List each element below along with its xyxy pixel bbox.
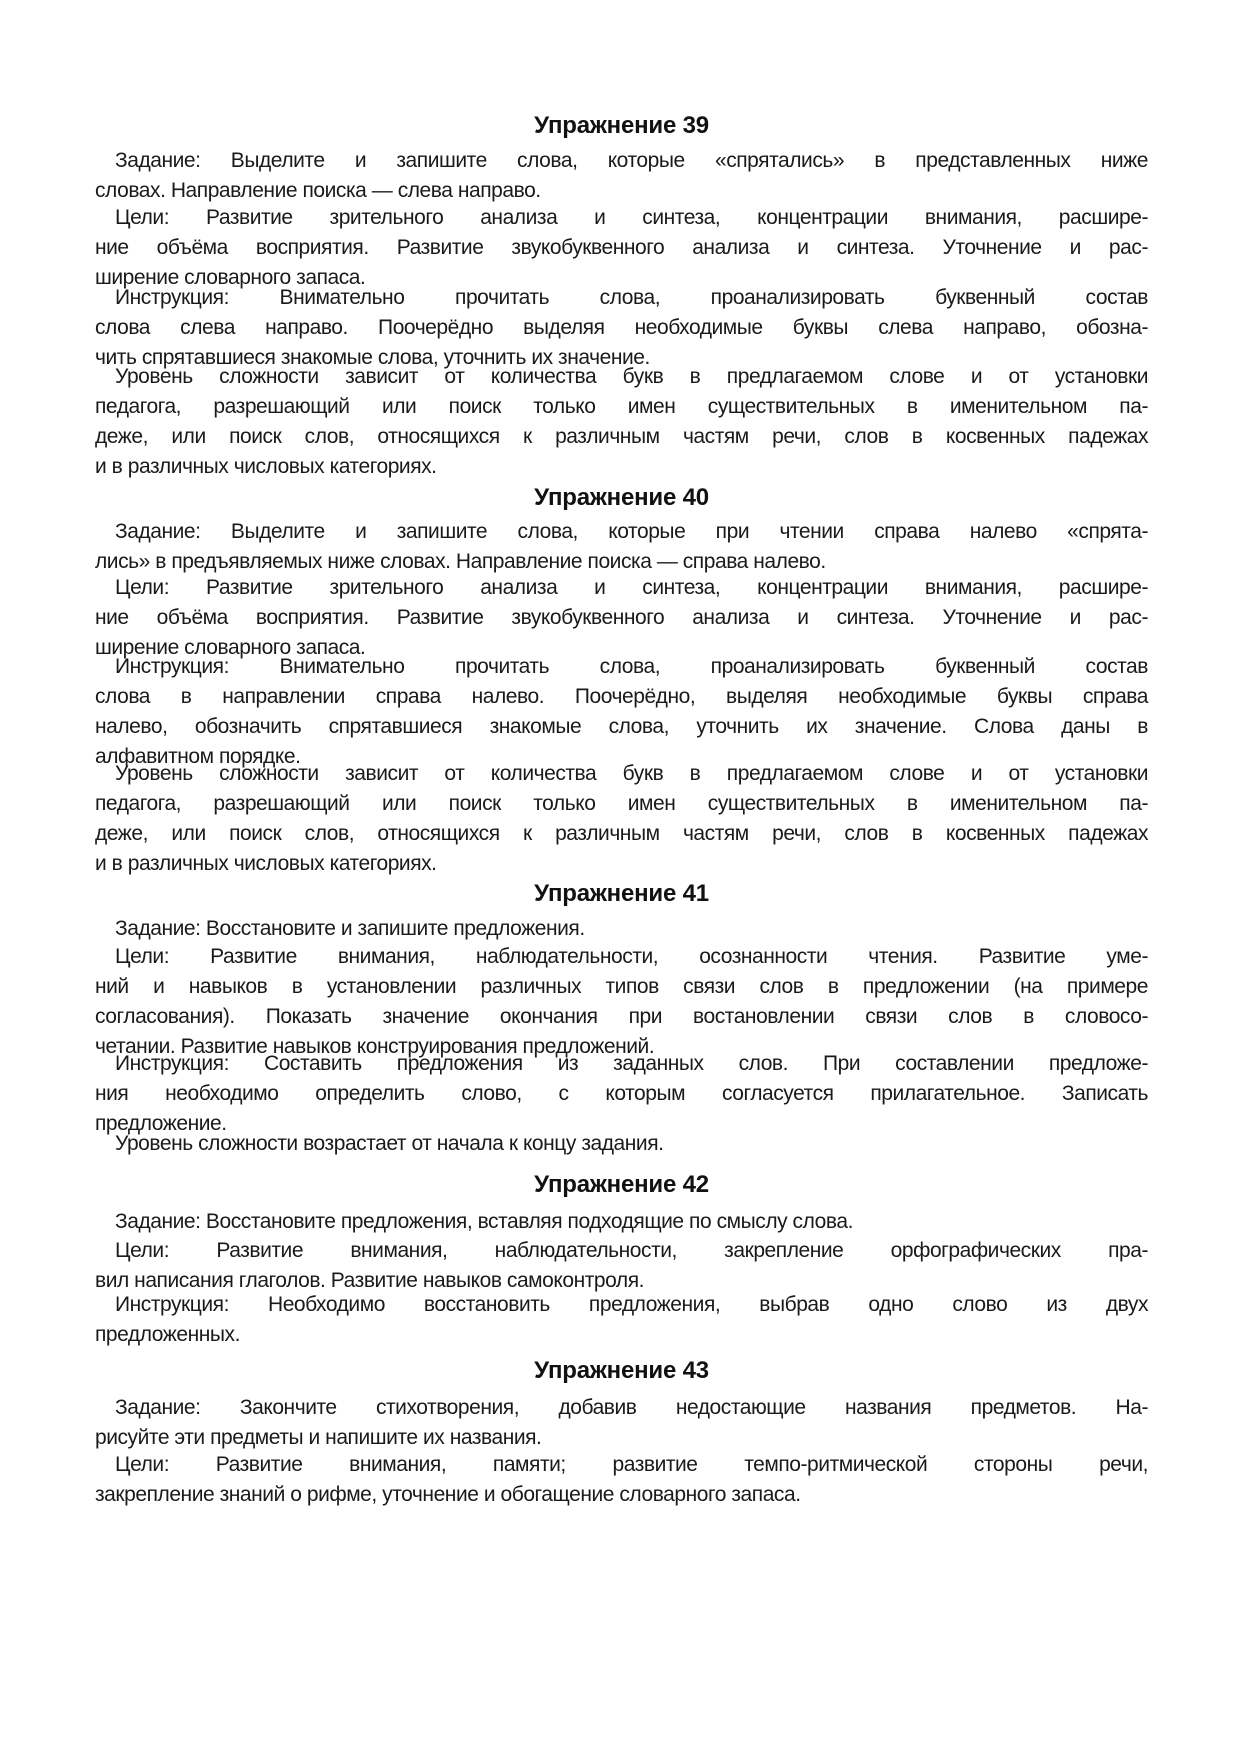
task-label: Задание:: [115, 917, 201, 940]
exercise-39-title: Упражнение 39: [534, 112, 709, 139]
exercise-41-task: Задание: Восстановите и запишите предложения.: [115, 917, 585, 940]
exercise-41-difficulty: Уровень сложности возрастает от начала к концу задания.: [115, 1132, 664, 1155]
exercise-42-task: Задание: Восстановите предложения, вставляя подходящие по смыслу слова.: [115, 1210, 853, 1233]
exercise-39-task: Задание: Выделите и запишите слова, которые «спрятались» в представленных ниже словах. Направление поиска — слева направо.: [95, 149, 1148, 202]
goals-label: Цели:: [115, 945, 170, 968]
instruction-label: Инструкция:: [115, 286, 229, 309]
exercise-42-goals: Цели: Развитие внимания, наблюдательности, закрепление орфографических пра- вил написания глаголов. Развитие навыков самоконтроля.: [95, 1239, 1148, 1292]
exercise-39-instruction: Инструкция: Внимательно прочитать слова, проанализировать буквенный состав слова слева направо. Поочерёдно выделяя необходимые буквы слева направо, обозна- чить спрятавшиеся знакомые слова, уточнить их значение.: [95, 286, 1148, 369]
exercise-41-instruction: Инструкция: Составить предложения из заданных слов. При составлении предложе- ния необходимо определить слово, с которым согласуется прилагательное. Записать предложение.: [95, 1052, 1148, 1135]
exercise-41-goals: Цели: Развитие внимания, наблюдательности, осознанности чтения. Развитие уме- ний и навыков в установлении различных типов связи слов в предложении (на примере согласования). Показать значение окончания при востановлении связи слов в словосо- четании. Развитие навыков конструирования предложений.: [95, 945, 1148, 1058]
exercise-43-title: Упражнение 43: [534, 1357, 709, 1384]
exercise-40-instruction: Инструкция: Внимательно прочитать слова, проанализировать буквенный состав слова в направлении справа налево. Поочерёдно, выделяя необходимые буквы справа налево, обозначить спрятавшиеся знакомые слова, уточнить их значение. Слова даны в алфавитном порядке.: [95, 655, 1148, 768]
goals-label: Цели:: [115, 576, 170, 599]
exercise-39-difficulty: Уровень сложности зависит от количества букв в предлагаемом слове и от установки педагога, разрешающий или поиск только имен существительных в именительном па- деже, или поиск слов, относящихся к различным частям речи, слов в косвенных падежах и в различных числовых категориях.: [95, 365, 1148, 478]
task-label: Задание:: [115, 1210, 201, 1233]
instruction-label: Инструкция:: [115, 1293, 229, 1316]
exercise-40-title: Упражнение 40: [534, 484, 709, 511]
exercise-43-goals: Цели: Развитие внимания, памяти; развитие темпо-ритмической стороны речи, закрепление знаний о рифме, уточнение и обогащение словарного запаса.: [95, 1453, 1148, 1506]
task-label: Задание:: [115, 1396, 201, 1419]
exercise-43-task: Задание: Закончите стихотворения, добавив недостающие названия предметов. На- рисуйте эти предметы и напишите их названия.: [95, 1396, 1148, 1449]
exercise-41-title: Упражнение 41: [534, 880, 709, 907]
exercise-40-difficulty: Уровень сложности зависит от количества букв в предлагаемом слове и от установки педагога, разрешающий или поиск только имен существительных в именительном па- деже, или поиск слов, относящихся к различным частям речи, слов в косвенных падежах и в различных числовых категориях.: [95, 762, 1148, 875]
task-label: Задание:: [115, 149, 201, 172]
exercise-40-task: Задание: Выделите и запишите слова, которые при чтении справа налево «спрята- лись» в предъявляемых ниже словах. Направление поиска — справа налево.: [95, 520, 1148, 573]
goals-label: Цели:: [115, 1453, 170, 1476]
goals-label: Цели:: [115, 206, 170, 229]
instruction-label: Инструкция:: [115, 655, 229, 678]
exercise-42-instruction: Инструкция: Необходимо восстановить предложения, выбрав одно слово из двух предложенных.: [95, 1293, 1148, 1346]
goals-label: Цели:: [115, 1239, 170, 1262]
instruction-label: Инструкция:: [115, 1052, 229, 1075]
exercise-42-title: Упражнение 42: [534, 1171, 709, 1198]
task-label: Задание:: [115, 520, 201, 543]
exercise-39-goals: Цели: Развитие зрительного анализа и синтеза, концентрации внимания, расшире- ние объёма восприятия. Развитие звукобуквенного анализа и синтеза. Уточнение и рас- ширение словарного запаса.: [95, 206, 1148, 289]
exercise-40-goals: Цели: Развитие зрительного анализа и синтеза, концентрации внимания, расшире- ние объёма восприятия. Развитие звукобуквенного анализа и синтеза. Уточнение и рас- ширение словарного запаса.: [95, 576, 1148, 659]
